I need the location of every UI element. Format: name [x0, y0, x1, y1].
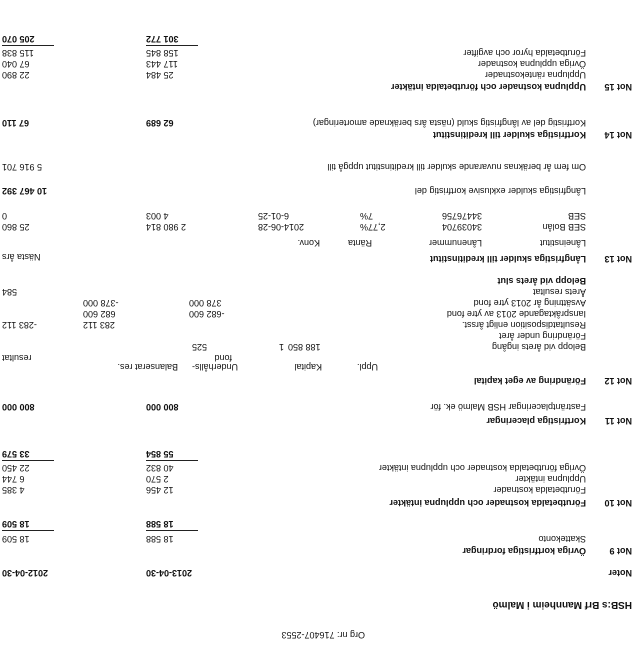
- note-15-sum-2013: 301 772: [146, 34, 179, 44]
- note-13-row-belopp: 4 003: [146, 211, 169, 221]
- note-15-row-2013: 25 484: [146, 70, 174, 80]
- note-13-heading: Långfristiga skulder till kreditinstitut: [429, 254, 586, 264]
- note-13-row-nasta: 25 860: [2, 222, 30, 232]
- note-13-ext-label: Långfristiga skulder exklusive kortfristig del: [414, 186, 586, 196]
- note-13-row-konv: 2014-06-28: [258, 222, 305, 232]
- note-15-row-2013: 158 845: [146, 48, 179, 58]
- note-15-row-2012: 115 838: [2, 48, 34, 58]
- note-13-col-lane: Lånenummer: [428, 238, 482, 248]
- note-9-sum-line-2013: [146, 530, 198, 531]
- note-12-row-kapital: 188 850: [288, 342, 321, 352]
- note-9-sum-2012: 18 509: [2, 519, 30, 529]
- note-10-row-2012: 4 385: [2, 485, 25, 495]
- note-10-number: Not 10: [604, 498, 632, 508]
- note-13-ext-value: 10 467 392: [2, 186, 48, 196]
- note-15-row-2012: 22 890: [2, 70, 30, 80]
- note-13-row-inst: SEB Bolån: [542, 222, 586, 232]
- note-13-col-konv: Konv.: [297, 238, 320, 248]
- year-2012-header: 2012-04-30: [2, 568, 49, 578]
- note-13-row-nasta: 0: [2, 211, 8, 221]
- note-12-col-underhall: Underhålls-: [191, 362, 238, 372]
- note-12-row-balanserat: 283 112: [83, 320, 115, 330]
- note-13-row-konv: 6-01-25: [258, 211, 290, 221]
- note-15-number: Not 15: [604, 82, 632, 92]
- note-12-row-balanserat: 682 600: [83, 309, 116, 319]
- note-12-number: Not 12: [604, 376, 632, 386]
- note-11-number: Not 11: [604, 416, 632, 426]
- note-12-row-label: Belopp vid årets ingång: [491, 342, 586, 352]
- note-14-row-2012: 67 110: [2, 118, 30, 128]
- notes-heading: Noter: [608, 568, 632, 578]
- note-15-row-label: Upplupna räntekostnader: [484, 70, 586, 80]
- note-9-row-2013: 18 588: [146, 534, 174, 544]
- note-15-row-2012: 67 040: [2, 59, 30, 69]
- note-13-five-value: 5 916 701: [2, 162, 43, 172]
- note-15-row-label: Förutbetalda hyror och avgifter: [463, 48, 586, 58]
- note-14-number: Not 14: [604, 130, 632, 140]
- note-9-number: Not 9: [609, 546, 632, 556]
- note-12-row-balanserat: -378 000: [83, 298, 119, 308]
- note-12-col-kapital: Kapital: [294, 362, 322, 372]
- note-12-row-label: Belopp vid årets slut: [497, 276, 586, 286]
- note-14-heading: Kortfristiga skulder till kreditinstitut: [432, 130, 586, 140]
- note-12-heading: Förändring av eget kapital: [473, 376, 586, 386]
- note-10-row-label: Upplupna intäkter: [515, 474, 586, 484]
- note-10-heading: Förutbetalda kostnader och upplupna intäkter: [389, 498, 586, 508]
- note-12-row-fond: 525: [192, 342, 208, 352]
- note-12-row-fond: 378 000: [189, 298, 222, 308]
- note-12-row-resultat: -283 112: [2, 320, 37, 330]
- note-12-col-uppl: Uppl.: [356, 362, 378, 372]
- note-13-col-inst: Låneinstitut: [539, 238, 586, 248]
- note-10-row-label: Förutbetalda kostnader: [493, 485, 586, 495]
- note-10-row-2012: 22 450: [2, 463, 30, 473]
- note-9-row-label: Skattekonto: [538, 534, 586, 544]
- note-9-heading: Övriga kortfristiga fordringar: [462, 546, 586, 556]
- note-11-heading: Kortfristiga placeringar: [486, 416, 586, 426]
- note-15-row-2013: 117 443: [146, 59, 178, 69]
- note-12-col-fond: fond: [214, 353, 232, 363]
- note-10-row-2013: 40 832: [146, 463, 174, 473]
- note-13-row-ranta: 2,77%: [360, 222, 386, 232]
- note-14-row-label: Kortfristig del av långfristig skuld (nästa års beräknade amorteringar): [312, 118, 586, 128]
- note-10-row-2013: 12 456: [146, 485, 174, 495]
- note-13-number: Not 13: [604, 254, 632, 264]
- note-11-row-2013: 800 000: [146, 402, 179, 412]
- note-12-col-balanserat: Balanserat res.: [117, 362, 178, 372]
- note-12-row-label: Resultatdisposition enligt årsst.: [461, 320, 586, 330]
- note-15-sum-line-2013: [146, 45, 198, 46]
- org-number: Org nr: 716407-2553: [281, 630, 365, 640]
- note-10-sum-2013: 55 854: [146, 449, 174, 459]
- note-9-sum-line-2012: [2, 530, 54, 531]
- note-11-row-2012: 800 000: [2, 402, 35, 412]
- note-10-sum-line-2012: [2, 460, 54, 461]
- note-11-row-label: Fasträntplaceringar HSB Malmö ek. för: [430, 402, 586, 412]
- note-15-row-label: Övriga upplupna kostnader: [477, 59, 586, 69]
- note-13-row-belopp: 2 980 814: [146, 222, 187, 232]
- note-9-row-2012: 18 509: [2, 534, 30, 544]
- note-12-row-label: Årets resultat: [532, 287, 586, 297]
- note-13-row-ranta: 7%: [360, 211, 374, 221]
- note-12-row-resultat: 584: [2, 287, 18, 297]
- page-title: HSB:s Brf Mannheim i Malmö: [492, 599, 632, 610]
- note-9-sum-2013: 18 588: [146, 519, 174, 529]
- note-13-row-inst: SEB: [567, 211, 586, 221]
- note-12-row-uppl: 1: [278, 342, 284, 352]
- note-12-col-resultat: resultat: [2, 353, 32, 363]
- note-12-row-label: Avsättning år 2013 ytre fond: [473, 298, 586, 308]
- note-10-sum-line-2013: [146, 460, 198, 461]
- note-12-row-label: Ianspråktagande 2013 av ytre fond: [446, 309, 586, 319]
- note-12-row-label: Förändring under året: [498, 331, 586, 341]
- note-14-row-2013: 62 689: [146, 118, 174, 128]
- note-15-heading: Upplupna kostnader och förutbetalda intäkter: [390, 82, 586, 92]
- note-10-row-label: Övriga förutbetalda kostnader och upplupna intäkter: [378, 463, 586, 473]
- note-10-row-2012: 6 744: [2, 474, 25, 484]
- note-13-row-lane: 34039704: [441, 222, 482, 232]
- note-15-sum-line-2012: [2, 45, 54, 46]
- note-13-five-label: Om fem år beräknas nuvarande skulder till kreditinstitut uppgå till: [327, 162, 586, 172]
- note-13-row-lane: 34476756: [441, 211, 482, 221]
- note-10-row-2013: 2 570: [146, 474, 169, 484]
- note-13-col-nasta: Nästa års: [2, 252, 41, 262]
- note-15-sum-2012: 205 070: [2, 34, 35, 44]
- note-12-row-fond: -682 600: [189, 309, 225, 319]
- year-2013-header: 2013-04-30: [146, 568, 193, 578]
- note-13-col-ranta: Ränta: [347, 238, 372, 248]
- note-10-sum-2012: 33 579: [2, 449, 30, 459]
